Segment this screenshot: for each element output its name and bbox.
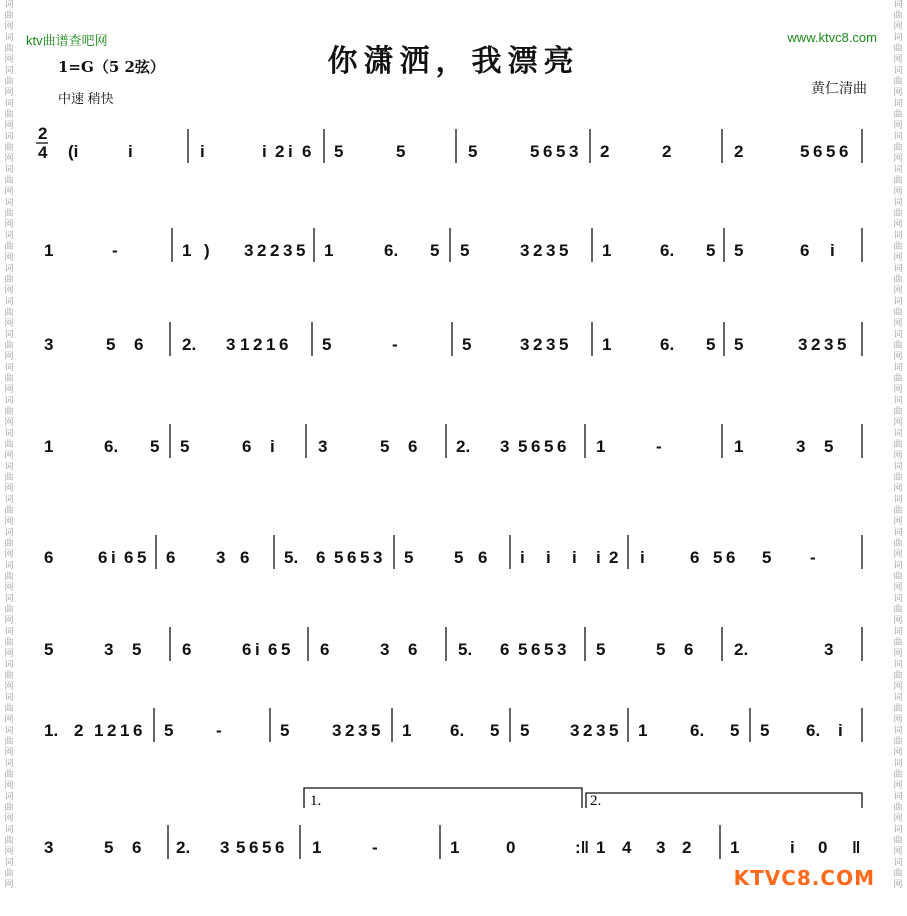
note: 5 <box>544 640 554 659</box>
note: - <box>216 721 222 740</box>
note: 3 <box>656 838 666 857</box>
note: 6 <box>543 142 553 161</box>
composer: 黄仁清曲 <box>811 80 867 96</box>
note: 3 <box>104 640 114 659</box>
tempo-marking: 中速 稍快 <box>58 91 114 106</box>
note: - <box>112 241 118 260</box>
note: 5 <box>837 335 847 354</box>
side-text-left-13: 词曲网 <box>4 396 14 428</box>
note: 2. <box>734 640 749 659</box>
note: - <box>810 548 816 567</box>
side-text-right-19: 词曲网 <box>893 594 903 626</box>
note: 2 <box>275 142 285 161</box>
note: 5 <box>281 640 291 659</box>
note: 5 <box>322 335 332 354</box>
side-text-left-10: 词曲网 <box>4 297 14 329</box>
note: 1 <box>312 838 322 857</box>
note: i <box>572 548 577 567</box>
note: - <box>392 335 398 354</box>
note: 2 <box>533 241 543 260</box>
side-text-right-15: 词曲网 <box>893 462 903 494</box>
note: 3 <box>44 335 54 354</box>
note: 6 <box>249 838 259 857</box>
note: 1 <box>182 241 192 260</box>
note: 2. <box>456 437 471 456</box>
side-text-right-20: 词曲网 <box>893 627 903 659</box>
note: 3 <box>570 721 580 740</box>
side-text-left: 词曲网 <box>4 0 14 32</box>
note: 5 <box>454 548 464 567</box>
side-text-left-15: 词曲网 <box>4 462 14 494</box>
side-text-right-8: 词曲网 <box>893 231 903 263</box>
note: 2 <box>345 721 355 740</box>
side-text-left-16: 词曲网 <box>4 495 14 527</box>
note: 6 <box>316 548 326 567</box>
note: 6 <box>166 548 176 567</box>
note: 5 <box>490 721 500 740</box>
note: 5 <box>559 335 569 354</box>
note: 5 <box>762 548 772 567</box>
note: 6. <box>690 721 705 740</box>
volta-1-label: 1. <box>310 793 322 809</box>
note: 6 <box>240 548 250 567</box>
note: 5 <box>44 640 54 659</box>
site-link-right[interactable]: www.ktvc8.com <box>787 30 877 45</box>
note: 2 <box>662 142 672 161</box>
note: 5 <box>826 142 836 161</box>
note: 1 <box>44 241 54 260</box>
note: 5 <box>404 548 414 567</box>
side-text-right-4: 词曲网 <box>893 99 903 131</box>
note: 3 <box>520 241 530 260</box>
score-row-1 <box>68 129 862 163</box>
note: 6 <box>408 640 418 659</box>
note: 3 <box>569 142 579 161</box>
note: i <box>546 548 551 567</box>
note: 5 <box>236 838 246 857</box>
side-text-left-5: 词曲网 <box>4 132 14 164</box>
side-text-left-26: 词曲网 <box>4 825 14 857</box>
note: i <box>596 548 601 567</box>
score-row-8 <box>44 825 860 859</box>
side-text-left-3: 词曲网 <box>4 66 14 98</box>
note: 3 <box>373 548 383 567</box>
note: 6 <box>813 142 823 161</box>
note: 2 <box>600 142 610 161</box>
note: (i <box>68 142 79 161</box>
side-text-left-2: 词曲网 <box>4 33 14 65</box>
score-row-2 <box>44 228 862 262</box>
note: 6 <box>302 142 312 161</box>
note: 3 <box>557 640 567 659</box>
note: 2 <box>682 838 692 857</box>
note: 5 <box>380 437 390 456</box>
note: 5 <box>556 142 566 161</box>
note: 6 <box>557 437 567 456</box>
note: 2 <box>734 142 744 161</box>
note: 5 <box>334 548 344 567</box>
side-text-left-6: 词曲网 <box>4 165 14 197</box>
note: 0 <box>818 838 828 857</box>
note: 6 <box>347 548 357 567</box>
note: i <box>830 241 835 260</box>
note: 5 <box>706 335 716 354</box>
note: 5 <box>150 437 160 456</box>
note: 5 <box>430 241 440 260</box>
note: i <box>288 142 293 161</box>
note: 1 <box>240 335 250 354</box>
note: 3 <box>546 241 556 260</box>
note: 6. <box>450 721 465 740</box>
note: 5 <box>656 640 666 659</box>
score-row-6 <box>44 627 862 661</box>
note: 1. <box>44 721 59 740</box>
side-text-left-24: 词曲网 <box>4 759 14 791</box>
note: :‖ <box>575 838 590 857</box>
note: 2. <box>176 838 191 857</box>
note: 1 <box>596 838 606 857</box>
note: i <box>270 437 275 456</box>
note: 3 <box>44 838 54 857</box>
side-text-right-3: 词曲网 <box>893 66 903 98</box>
score-row-7 <box>44 708 862 742</box>
note: 2 <box>811 335 821 354</box>
note: 6 <box>134 335 144 354</box>
note: 3 <box>796 437 806 456</box>
note: 6 <box>182 640 192 659</box>
side-text-right-16: 词曲网 <box>893 495 903 527</box>
note: i <box>255 640 260 659</box>
side-text-left-11: 词曲网 <box>4 330 14 362</box>
note: 5. <box>458 640 473 659</box>
side-text-left-22: 词曲网 <box>4 693 14 725</box>
note: 1 <box>266 335 276 354</box>
side-text-left-25: 词曲网 <box>4 792 14 824</box>
note: 2 <box>257 241 267 260</box>
note: 5 <box>713 548 723 567</box>
note: 6 <box>531 640 541 659</box>
note: 6 <box>839 142 849 161</box>
time-signature <box>36 124 48 162</box>
note: 6 <box>133 721 143 740</box>
note: 1 <box>596 437 606 456</box>
side-text-left-8: 词曲网 <box>4 231 14 263</box>
side-text-right-23: 词曲网 <box>893 726 903 758</box>
note: 6 <box>98 548 108 567</box>
note: 2. <box>182 335 197 354</box>
note: 6 <box>279 335 289 354</box>
side-text-right-10: 词曲网 <box>893 297 903 329</box>
time-signature-bot: 4 <box>38 143 48 162</box>
side-text-right-27: 词曲网 <box>893 858 903 890</box>
side-text-right-14: 词曲网 <box>893 429 903 461</box>
side-text-right-6: 词曲网 <box>893 165 903 197</box>
note: 1 <box>638 721 648 740</box>
side-text-right-12: 词曲网 <box>893 363 903 395</box>
note: 4 <box>622 838 632 857</box>
note: 6. <box>806 721 821 740</box>
note: ) <box>204 241 210 260</box>
volta-2-label: 2. <box>590 793 602 809</box>
side-text-right-26: 词曲网 <box>893 825 903 857</box>
note: 6 <box>320 640 330 659</box>
volta-brackets <box>304 788 862 809</box>
note: 2 <box>609 548 619 567</box>
side-text-left-4: 词曲网 <box>4 99 14 131</box>
note: 6. <box>384 241 399 260</box>
note: 1 <box>602 241 612 260</box>
note: 6 <box>242 640 252 659</box>
note: i <box>838 721 843 740</box>
side-text-right-17: 词曲网 <box>893 528 903 560</box>
note: 3 <box>220 838 230 857</box>
note: 1 <box>44 437 54 456</box>
side-text-right-9: 词曲网 <box>893 264 903 296</box>
note: 5 <box>596 640 606 659</box>
note: 6 <box>44 548 54 567</box>
note: 5 <box>760 721 770 740</box>
note: 6. <box>660 335 675 354</box>
side-text-right-24: 词曲网 <box>893 759 903 791</box>
note: 3 <box>283 241 293 260</box>
note: 6. <box>660 241 675 260</box>
note: 6 <box>800 241 810 260</box>
score-row-4 <box>44 424 862 458</box>
score-row-5 <box>44 535 862 569</box>
site-link-left[interactable]: ktv曲谱查吧网 <box>26 33 108 48</box>
note: 5 <box>396 142 406 161</box>
note: i <box>790 838 795 857</box>
note: 3 <box>332 721 342 740</box>
note: 6 <box>531 437 541 456</box>
note: 6 <box>132 838 142 857</box>
note: - <box>656 437 662 456</box>
note: i <box>200 142 205 161</box>
note: 5 <box>730 721 740 740</box>
side-text-left-17: 词曲网 <box>4 528 14 560</box>
note: 6 <box>478 548 488 567</box>
note: 6 <box>124 548 134 567</box>
note: 3 <box>380 640 390 659</box>
note: 0 <box>506 838 516 857</box>
side-text-right-2: 词曲网 <box>893 33 903 65</box>
note: 5 <box>180 437 190 456</box>
note: 5 <box>824 437 834 456</box>
note: 5 <box>296 241 306 260</box>
note: 5 <box>164 721 174 740</box>
note: 3 <box>318 437 328 456</box>
note: 3 <box>824 335 834 354</box>
note: 5 <box>800 142 810 161</box>
time-signature-top: 2 <box>38 124 48 143</box>
note: 1 <box>730 838 740 857</box>
note: 3 <box>500 437 510 456</box>
side-text-right-11: 词曲网 <box>893 330 903 362</box>
note: 5 <box>371 721 381 740</box>
side-text-right-7: 词曲网 <box>893 198 903 230</box>
song-title: 你潇洒，我漂亮 <box>327 44 580 79</box>
note: 5 <box>544 437 554 456</box>
note: 1 <box>94 721 104 740</box>
note: 3 <box>520 335 530 354</box>
note: 3 <box>824 640 834 659</box>
note: 2 <box>533 335 543 354</box>
note: - <box>372 838 378 857</box>
note: 5 <box>609 721 619 740</box>
note: 1 <box>450 838 460 857</box>
note: 5 <box>518 640 528 659</box>
note: 3 <box>216 548 226 567</box>
note: 6 <box>275 838 285 857</box>
note: 3 <box>358 721 368 740</box>
note: ‖ <box>852 838 861 857</box>
note: 6 <box>690 548 700 567</box>
side-text-right-1: 词曲网 <box>893 0 903 32</box>
note: 5 <box>468 142 478 161</box>
note: 1 <box>602 335 612 354</box>
note: 5 <box>460 241 470 260</box>
note: i <box>640 548 645 567</box>
note: 5 <box>132 640 142 659</box>
note: 5 <box>360 548 370 567</box>
note: i <box>111 548 116 567</box>
note: 2 <box>74 721 84 740</box>
note: 3 <box>798 335 808 354</box>
side-text-right-22: 词曲网 <box>893 693 903 725</box>
note: 5 <box>518 437 528 456</box>
side-text-left-27: 词曲网 <box>4 858 14 890</box>
note: 1 <box>402 721 412 740</box>
side-text-left-20: 词曲网 <box>4 627 14 659</box>
score-row-3 <box>44 322 862 356</box>
note: 3 <box>546 335 556 354</box>
note: 3 <box>226 335 236 354</box>
side-text-left-21: 词曲网 <box>4 660 14 692</box>
side-text-right-25: 词曲网 <box>893 792 903 824</box>
key-signature: 1=G（5 2弦） <box>58 58 165 76</box>
note: 6 <box>726 548 736 567</box>
side-text-left-23: 词曲网 <box>4 726 14 758</box>
note: 6 <box>408 437 418 456</box>
note: 5 <box>530 142 540 161</box>
note: 6 <box>500 640 510 659</box>
note: i <box>262 142 267 161</box>
note: 5 <box>106 335 116 354</box>
note: 2 <box>253 335 263 354</box>
side-text-left-9: 词曲网 <box>4 264 14 296</box>
note: 6 <box>242 437 252 456</box>
side-text-right-13: 词曲网 <box>893 396 903 428</box>
note: 1 <box>324 241 334 260</box>
note: i <box>128 142 133 161</box>
note: 5 <box>137 548 147 567</box>
side-text-left-14: 词曲网 <box>4 429 14 461</box>
side-text-right-21: 词曲网 <box>893 660 903 692</box>
note: i <box>520 548 525 567</box>
side-text-left-19: 词曲网 <box>4 594 14 626</box>
note: 5. <box>284 548 299 567</box>
note: 5 <box>734 335 744 354</box>
note: 5 <box>734 241 744 260</box>
note: 5 <box>104 838 114 857</box>
note: 5 <box>280 721 290 740</box>
note: 5 <box>520 721 530 740</box>
note: 6 <box>684 640 694 659</box>
side-text-left-12: 词曲网 <box>4 363 14 395</box>
side-text-right-5: 词曲网 <box>893 132 903 164</box>
note: 3 <box>244 241 254 260</box>
note: 5 <box>334 142 344 161</box>
note: 5 <box>706 241 716 260</box>
note: 2 <box>107 721 117 740</box>
note: 3 <box>596 721 606 740</box>
note: 2 <box>583 721 593 740</box>
note: 5 <box>262 838 272 857</box>
side-text-left-18: 词曲网 <box>4 561 14 593</box>
note: 1 <box>120 721 130 740</box>
note: 2 <box>270 241 280 260</box>
note: 6 <box>268 640 278 659</box>
side-text-right-18: 词曲网 <box>893 561 903 593</box>
site-watermark-logo: KTVC8.COM <box>733 866 875 890</box>
note: 5 <box>462 335 472 354</box>
side-text-left-7: 词曲网 <box>4 198 14 230</box>
note: 1 <box>734 437 744 456</box>
note: 6. <box>104 437 119 456</box>
note: 5 <box>559 241 569 260</box>
